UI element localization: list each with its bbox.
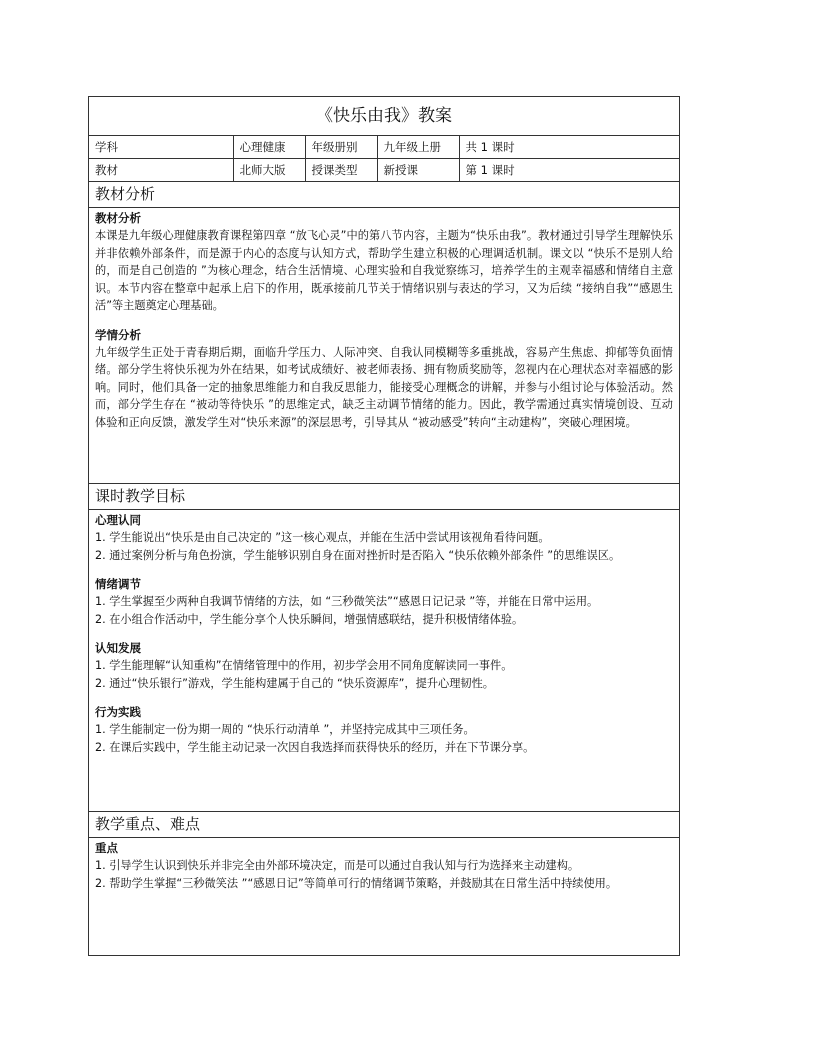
info-cell: 北师大版 <box>233 159 305 182</box>
objective-group-title: 行为实践 <box>95 705 141 719</box>
material-analysis-text: 本课是九年级心理健康教育课程第四章 “放飞心灵”中的第八节内容，主题为“快乐由我”。教材通过引导学生理解快乐并非依赖外部条件，而是源于内心的态度与认知方式，帮助学生建立积极的心理调适机制。课文以 “快乐不是别人给的，而是自己创造的 ”为核心理念，结合生活情境、心理实验和自我觉察练习，培养学生的主观幸福感和情绪自主意识。本节内容在整章中起承上启下的作用，既承接前几节关于情绪识别与表达的学习，又为后续 “接纳自我”“感恩生活”等主题奠定心理基础。 <box>95 229 673 312</box>
objective-item: 1. 学生掌握至少两种自我调节情绪的方法，如 “三秒微笑法”“感恩日记记录 ”等，并能在日常中运用。 <box>95 595 599 608</box>
section-key-points <box>89 838 679 892</box>
course-info-table <box>89 136 679 182</box>
objective-item: 2. 通过“快乐银行”游戏，学生能构建属于自己的 “快乐资源库”，提升心理韧性。 <box>95 676 494 690</box>
section-heading-analysis: 教材分析 <box>89 182 679 208</box>
info-cell: 教材 <box>89 159 233 182</box>
objective-item: 2. 在课后实践中，学生能主动记录一次因自我选择而获得快乐的经历，并在下节课分享。 <box>95 740 535 754</box>
section-heading-key-points: 教学重点、难点 <box>89 812 679 838</box>
objective-item: 2. 在小组合作活动中，学生能分享个人快乐瞬间，增强情感联结，提升积极情绪体验。 <box>95 612 524 626</box>
info-cell: 共 1 课时 <box>459 136 679 159</box>
info-row-subject <box>89 136 679 159</box>
key-point-title: 重点 <box>95 841 118 855</box>
objective-item: 2. 通过案例分析与角色扮演，学生能够识别自身在面对挫折时是否陷入 “快乐依赖外部条件 ”的思维误区。 <box>95 548 621 562</box>
section-objectives <box>89 510 679 812</box>
info-cell: 九年级上册 <box>377 136 459 159</box>
objective-group-title: 心理认同 <box>95 513 141 527</box>
info-cell: 授课类型 <box>305 159 377 182</box>
section-heading-objectives: 课时教学目标 <box>89 484 679 510</box>
key-point-item: 1. 引导学生认识到快乐并非完全由外部环境决定，而是可以通过自我认知与行为选择来主动建构。 <box>95 859 580 872</box>
objective-group-title: 认知发展 <box>95 641 141 655</box>
info-cell: 心理健康 <box>233 136 305 159</box>
objective-item: 1. 学生能理解“认知重构”在情绪管理中的作用，初步学会用不同角度解读同一事件。 <box>95 659 513 672</box>
document-title: 《快乐由我》教案 <box>89 97 679 136</box>
info-cell: 新授课 <box>377 159 459 182</box>
section-analysis <box>89 208 679 484</box>
learner-analysis-text: 九年级学生正处于青春期后期，面临升学压力、人际冲突、自我认同模糊等多重挑战，容易产生焦虑、抑郁等负面情绪。部分学生将快乐视为外在结果，如考试成绩好、被老师表扬、拥有物质奖励等，忽视内在心理状态对幸福感的影响。同时，他们具备一定的抽象思维能力和自我反思能力，能接受心理概念的讲解，并参与小组讨论与体验活动。然而，部分学生存在 “被动等待快乐 ”的思维定式，缺乏主动调节情绪的能力。因此，教学需通过真实情境创设、互动体验和正向反馈，激发学生对“快乐来源”的深层思考，引导其从 “被动感受”转向“主动建构”，突破心理困境。 <box>95 345 673 429</box>
info-cell: 第 1 课时 <box>459 159 679 182</box>
lesson-plan-document <box>88 96 680 956</box>
info-cell: 年级册别 <box>305 136 377 159</box>
subsection-title: 学情分析 <box>95 327 141 342</box>
objective-item: 1. 学生能制定一份为期一周的 “快乐行动清单 ”，并坚持完成其中三项任务。 <box>95 723 475 736</box>
objective-group-title: 情绪调节 <box>95 577 141 591</box>
objective-item: 1. 学生能说出“快乐是由自己决定的 ”这一核心观点，并能在生活中尝试用该视角看待问题。 <box>95 531 550 544</box>
subsection-title: 教材分析 <box>95 211 141 225</box>
info-cell: 学科 <box>89 136 233 159</box>
info-row-textbook <box>89 159 679 182</box>
key-point-item: 2. 帮助学生掌握“三秒微笑法 ”“感恩日记”等简单可行的情绪调节策略，并鼓励其在日常生活中持续使用。 <box>95 876 618 890</box>
